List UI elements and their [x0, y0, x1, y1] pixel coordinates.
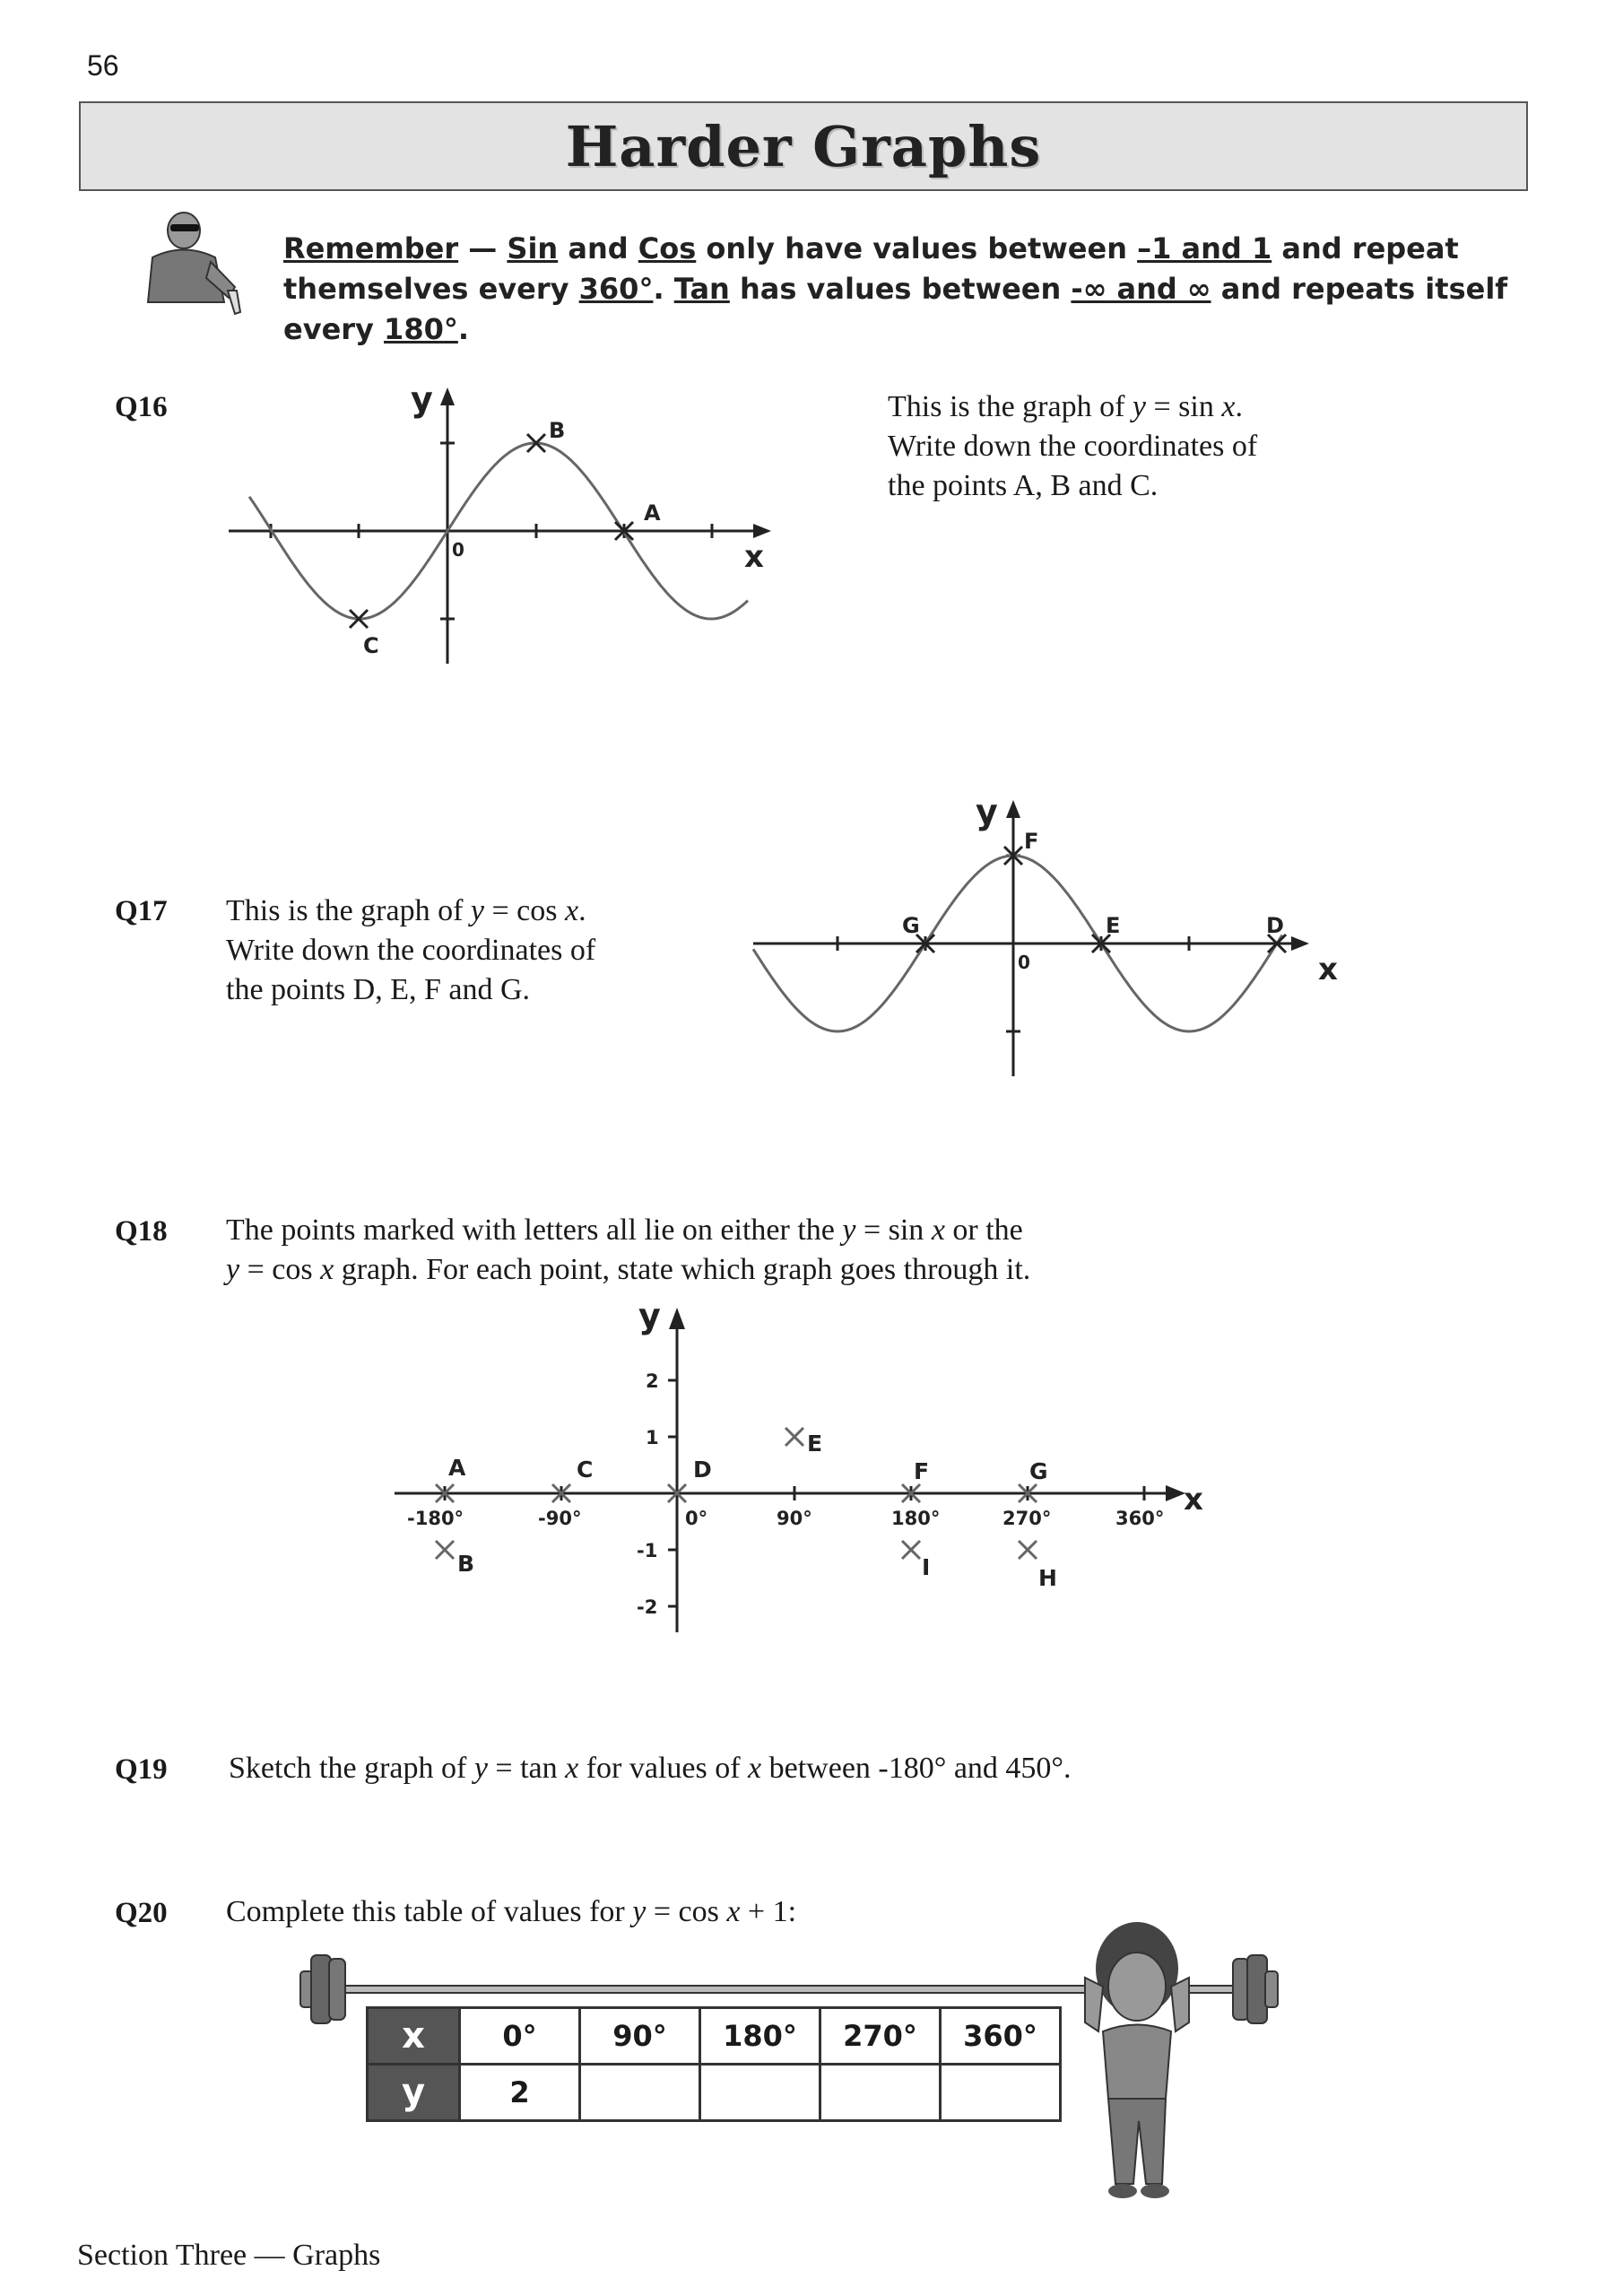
q17-label: Q17	[115, 895, 168, 927]
q19-label: Q19	[115, 1753, 168, 1786]
q17-point-g: G	[902, 913, 920, 938]
q17-origin-label: 0	[1018, 952, 1030, 973]
q18-point-d: D	[693, 1457, 712, 1483]
q18-point-e: E	[807, 1431, 823, 1457]
q16-point-c: C	[363, 633, 379, 658]
title-bar	[79, 101, 1528, 191]
table-x-header: x	[368, 2008, 460, 2065]
q19-text: Sketch the graph of y = tan x for values of x between -180° and 450°.	[229, 1752, 1072, 1785]
q16-label: Q16	[115, 391, 168, 423]
q18-xtick-2: -90°	[538, 1508, 582, 1529]
page-title: Harder Graphs	[565, 113, 1042, 179]
q18-y-label: y	[638, 1296, 661, 1335]
q18-text: The points marked with letters all lie on either the y = sin x or the y = cos x graph. For each point, state which graph goes through it.	[226, 1213, 1031, 1286]
table-cell: 360°	[941, 2008, 1061, 2065]
q16-y-label: y	[411, 379, 433, 419]
q17-point-d: D	[1266, 913, 1284, 938]
values-table	[366, 2006, 1062, 2122]
q18-x-label: x	[1184, 1482, 1203, 1518]
table-cell: 0°	[460, 2008, 580, 2065]
q18-xtick-3: 0°	[685, 1508, 708, 1529]
q16-text: This is the graph of y = sin x. Write down the coordinates of the points A, B and C.	[888, 390, 1258, 502]
q18-label: Q18	[115, 1215, 168, 1248]
table-cell: 2	[460, 2065, 580, 2121]
q17-y-label: y	[976, 792, 998, 831]
q18-xtick-1: -180°	[407, 1508, 464, 1529]
q16-x-label: x	[744, 539, 764, 575]
q16-origin-label: 0	[452, 539, 464, 561]
page-number: 56	[87, 49, 119, 82]
q18-point-h: H	[1038, 1565, 1057, 1591]
q18-points-graph	[386, 1292, 1237, 1641]
table-cell	[941, 2065, 1061, 2121]
pointing-man-icon	[135, 208, 251, 325]
table-cell: 270°	[820, 2008, 941, 2065]
q18-point-b: B	[457, 1551, 475, 1577]
table-cell: 180°	[700, 2008, 820, 2065]
q16-point-b: B	[549, 418, 566, 443]
weightlifter-woman-icon	[1058, 1906, 1219, 2202]
q17-text: This is the graph of y = cos x. Write down the coordinates of the points D, E, F and G.	[226, 894, 596, 1006]
q18-point-f: F	[914, 1458, 930, 1484]
q18-xtick-4: 90°	[777, 1508, 812, 1529]
reminder-note: Remember — Sin and Cos only have values between –1 and 1 and repeat themselves every 360°. Tan has values between -∞ and ∞ and repeats itself every 180°.	[283, 231, 1508, 346]
q18-xtick-6: 270°	[1002, 1508, 1052, 1529]
q18-ytick-3: -1	[637, 1540, 658, 1561]
table-y-header: y	[368, 2065, 460, 2121]
footer-section-label: Section Three — Graphs	[77, 2239, 381, 2272]
q16-point-a: A	[644, 500, 661, 526]
q18-xtick-7: 360°	[1115, 1508, 1165, 1529]
table-cell	[700, 2065, 820, 2121]
q18-xtick-5: 180°	[891, 1508, 941, 1529]
q18-ytick-1: 2	[646, 1370, 659, 1392]
table-row-x	[368, 2008, 1061, 2065]
q18-point-i: I	[922, 1554, 931, 1580]
q20-label: Q20	[115, 1897, 168, 1929]
q18-ytick-4: -2	[637, 1596, 658, 1618]
q18-point-a: A	[448, 1455, 466, 1481]
q18-ytick-2: 1	[646, 1427, 659, 1448]
table-cell	[580, 2065, 700, 2121]
q18-point-c: C	[577, 1457, 594, 1483]
q17-cosine-graph	[744, 789, 1354, 1085]
q17-point-e: E	[1106, 913, 1121, 938]
q16-sine-graph	[224, 377, 780, 673]
q17-point-f: F	[1024, 829, 1039, 854]
table-cell	[820, 2065, 941, 2121]
table-cell: 90°	[580, 2008, 700, 2065]
table-row-y	[368, 2065, 1061, 2121]
q20-text: Complete this table of values for y = cos x + 1:	[226, 1895, 797, 1928]
q18-point-g: G	[1029, 1458, 1048, 1484]
q17-x-label: x	[1318, 952, 1338, 987]
